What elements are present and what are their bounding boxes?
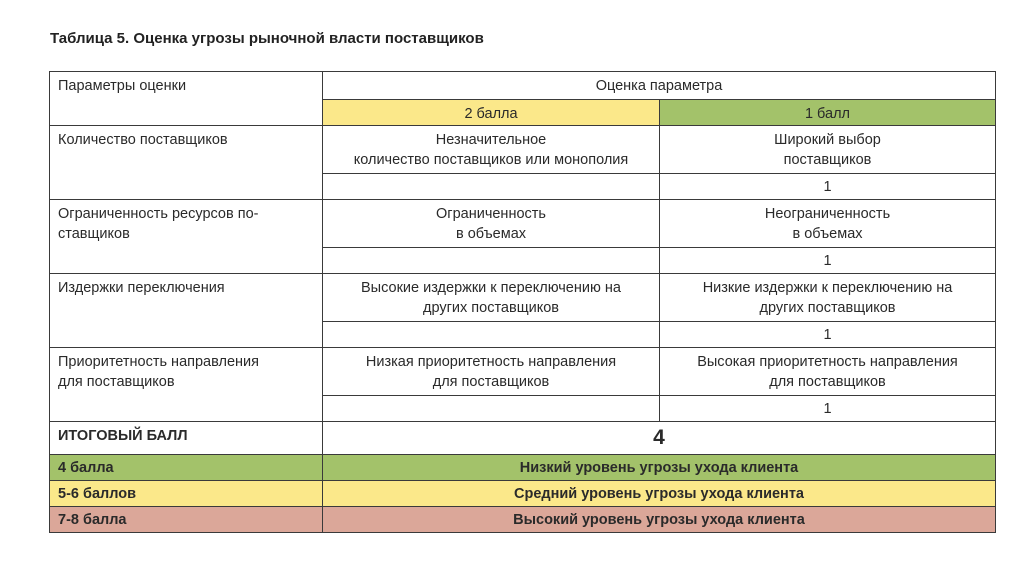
level-description: Высокий уровень угрозы ухода клиента (323, 507, 996, 533)
param-line: Ограниченность ресурсов по- (58, 206, 259, 222)
level-range: 5-6 баллов (50, 481, 323, 507)
criterion-1-point (660, 126, 996, 174)
param-line: Приоритетность направления (58, 354, 259, 370)
score-cell-1: 1 (660, 174, 996, 200)
criterion-line: Неограниченность (764, 206, 891, 222)
criterion-line: Низкие издержки к переключению на (702, 280, 953, 296)
criterion-1-point (660, 274, 996, 322)
criterion-line: для поставщиков (769, 374, 886, 390)
param-resource-limits (50, 200, 323, 274)
params-header: Параметры оценки (50, 72, 323, 126)
score-cell-1: 1 (660, 396, 996, 422)
criterion-line: количество поставщиков или монополия (353, 152, 629, 168)
level-description: Средний уровень угрозы ухода клиента (323, 481, 996, 507)
criterion-line: для поставщиков (432, 374, 550, 390)
score-2-header: 2 балла (323, 100, 660, 126)
criterion-1-point (660, 200, 996, 248)
param-switching-costs: Издержки переключения (50, 274, 323, 348)
param-supplier-count: Количество поставщиков (50, 126, 323, 200)
criterion-line: Высокая приоритетность направления (697, 354, 958, 370)
criterion-line: в объемах (455, 226, 527, 242)
criterion-2-points (323, 274, 660, 322)
score-1-header: 1 балл (660, 100, 996, 126)
evaluation-header: Оценка параметра (323, 72, 996, 100)
level-range: 4 балла (50, 455, 323, 481)
criterion-line: Ограниченность (436, 206, 546, 222)
total-label: ИТОГОВЫЙ БАЛЛ (50, 422, 323, 455)
level-range: 7-8 балла (50, 507, 323, 533)
criterion-line: Высокие издержки к переключению на (361, 280, 621, 296)
score-cell-2 (323, 322, 660, 348)
threat-assessment-table (49, 71, 996, 533)
criterion-line: других поставщиков (423, 300, 559, 316)
score-cell-1: 1 (660, 248, 996, 274)
criterion-2-points (323, 200, 660, 248)
criterion-line: Широкий выбор (774, 132, 881, 148)
criterion-line: поставщиков (783, 152, 872, 168)
table-title: Таблица 5. Оценка угрозы рыночной власти поставщиков (50, 30, 484, 47)
criterion-2-points (323, 126, 660, 174)
param-direction-priority (50, 348, 323, 422)
level-description: Низкий уровень угрозы ухода клиента (323, 455, 996, 481)
score-cell-1: 1 (660, 322, 996, 348)
criterion-2-points (323, 348, 660, 396)
score-cell-2 (323, 174, 660, 200)
param-line: ставщиков (58, 226, 130, 242)
criterion-line: Незначительное (435, 132, 547, 148)
criterion-line: других поставщиков (759, 300, 896, 316)
total-value: 4 (323, 422, 996, 455)
param-line: для поставщиков (58, 374, 175, 390)
criterion-line: в объемах (792, 226, 863, 242)
criterion-line: Низкая приоритетность направления (365, 354, 617, 370)
score-cell-2 (323, 248, 660, 274)
criterion-1-point (660, 348, 996, 396)
score-cell-2 (323, 396, 660, 422)
